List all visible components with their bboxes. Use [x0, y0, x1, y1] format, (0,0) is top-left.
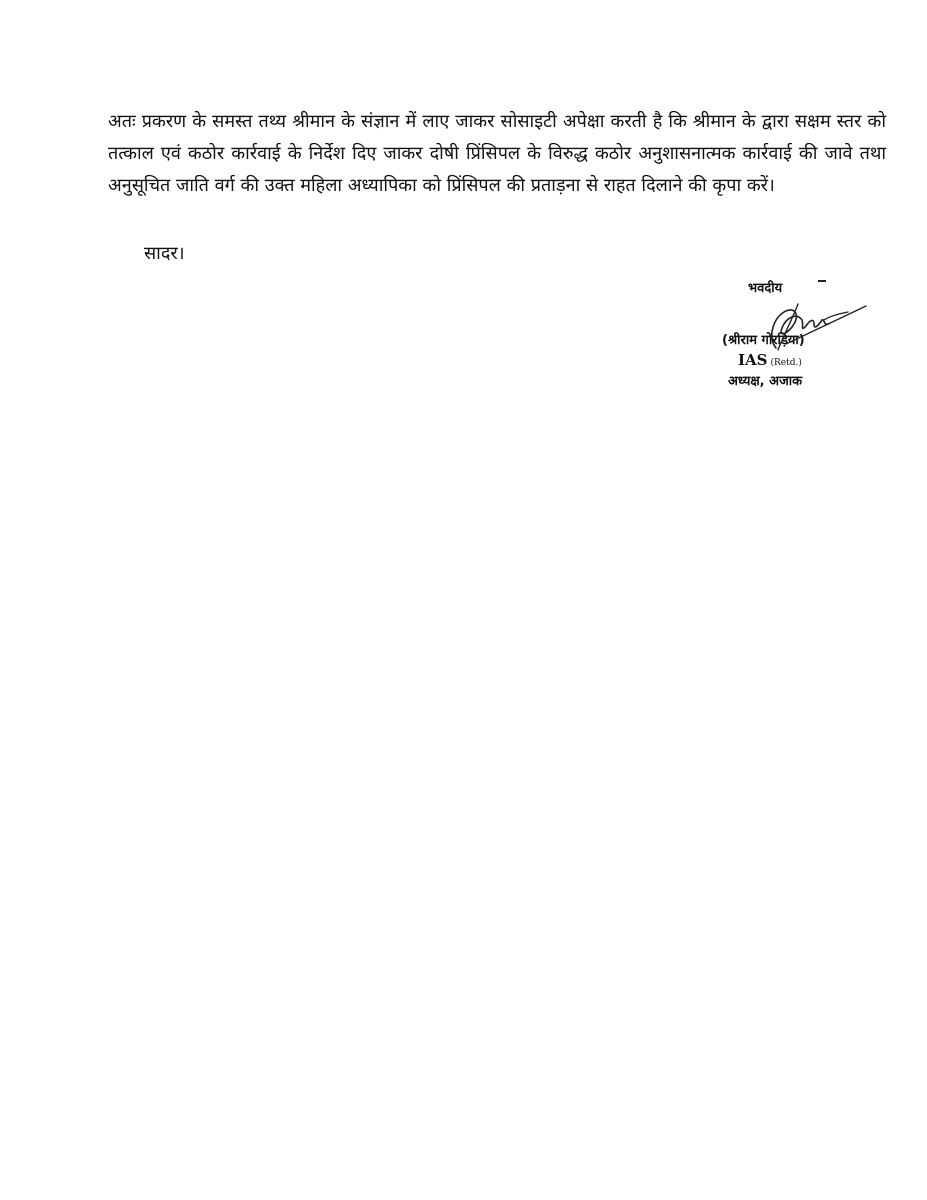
signer-title-suffix: (Retd.) [770, 358, 802, 368]
letter-body-paragraph: अतः प्रकरण के समस्त तथ्य श्रीमान के संज्ञान में लाए जाकर सोसाइटी अपेक्षा करती है कि श्रीमान के द्वारा सक्षम स्तर को तत्काल एवं कठोर कार्रवाई के निर्देश दिए जाकर दोषी प्रिंसिपल के विरुद्ध कठोर अनुशासनात्मक कार्रवाई की जावे तथा अनुसूचित जाति वर्ग की उक्त महिला अध्यापिका को प्रिंसिपल की प्रताड़ना से राहत दिलाने की कृपा करें। [108, 111, 886, 196]
letter-salutation: सादर। [144, 243, 185, 264]
signature-block [700, 278, 870, 398]
signer-designation: अध्यक्ष, अजाक [728, 374, 803, 389]
closing-text: भवदीय [748, 281, 783, 296]
dash-mark [818, 280, 826, 282]
handwritten-signature [738, 290, 868, 360]
signer-title-main: IAS [738, 351, 768, 369]
signer-name: (श्रीराम गोरड़िया) [722, 333, 805, 348]
